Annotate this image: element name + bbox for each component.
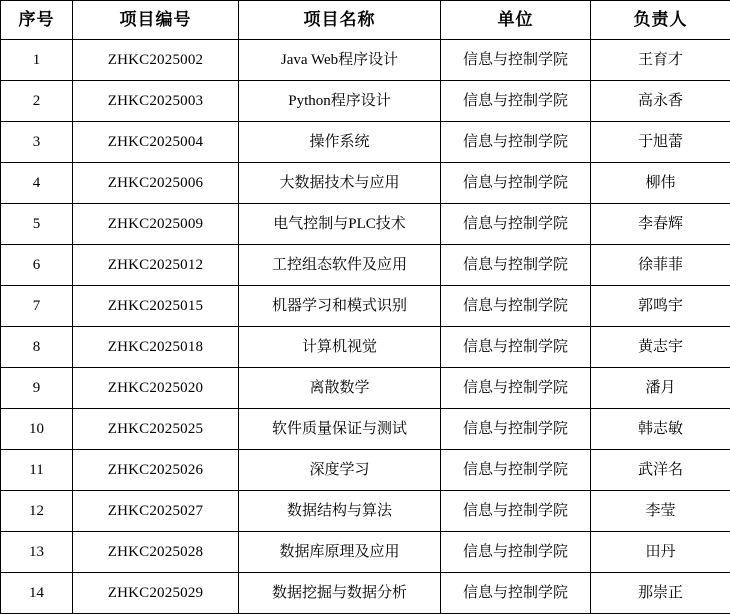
column-header-index: 序号 bbox=[1, 1, 73, 40]
cell-code: ZHKC2025026 bbox=[73, 450, 239, 491]
cell-name: 电气控制与PLC技术 bbox=[239, 204, 441, 245]
cell-code: ZHKC2025025 bbox=[73, 409, 239, 450]
cell-unit: 信息与控制学院 bbox=[441, 286, 591, 327]
cell-name: 数据挖掘与数据分析 bbox=[239, 573, 441, 614]
cell-index: 14 bbox=[1, 573, 73, 614]
cell-name: 机器学习和模式识别 bbox=[239, 286, 441, 327]
column-header-code: 项目编号 bbox=[73, 1, 239, 40]
cell-index: 4 bbox=[1, 163, 73, 204]
cell-unit: 信息与控制学院 bbox=[441, 163, 591, 204]
cell-unit: 信息与控制学院 bbox=[441, 40, 591, 81]
cell-unit: 信息与控制学院 bbox=[441, 532, 591, 573]
table-row bbox=[1, 409, 730, 450]
table-row bbox=[1, 368, 730, 409]
cell-name: 数据库原理及应用 bbox=[239, 532, 441, 573]
cell-name: Python程序设计 bbox=[239, 81, 441, 122]
cell-unit: 信息与控制学院 bbox=[441, 368, 591, 409]
cell-owner: 于旭蕾 bbox=[591, 122, 730, 163]
cell-unit: 信息与控制学院 bbox=[441, 573, 591, 614]
cell-unit: 信息与控制学院 bbox=[441, 409, 591, 450]
table-header-row bbox=[1, 1, 730, 40]
table-row bbox=[1, 204, 730, 245]
column-header-name: 项目名称 bbox=[239, 1, 441, 40]
cell-unit: 信息与控制学院 bbox=[441, 450, 591, 491]
column-header-unit: 单位 bbox=[441, 1, 591, 40]
cell-index: 12 bbox=[1, 491, 73, 532]
cell-index: 3 bbox=[1, 122, 73, 163]
cell-owner: 郭鸣宇 bbox=[591, 286, 730, 327]
table-row bbox=[1, 163, 730, 204]
table-row bbox=[1, 245, 730, 286]
cell-index: 6 bbox=[1, 245, 73, 286]
cell-unit: 信息与控制学院 bbox=[441, 245, 591, 286]
cell-owner: 李春辉 bbox=[591, 204, 730, 245]
table-row bbox=[1, 491, 730, 532]
cell-index: 7 bbox=[1, 286, 73, 327]
cell-code: ZHKC2025020 bbox=[73, 368, 239, 409]
cell-unit: 信息与控制学院 bbox=[441, 122, 591, 163]
cell-code: ZHKC2025027 bbox=[73, 491, 239, 532]
cell-index: 5 bbox=[1, 204, 73, 245]
cell-name: 数据结构与算法 bbox=[239, 491, 441, 532]
cell-name: Java Web程序设计 bbox=[239, 40, 441, 81]
cell-code: ZHKC2025015 bbox=[73, 286, 239, 327]
cell-owner: 韩志敏 bbox=[591, 409, 730, 450]
table-row bbox=[1, 450, 730, 491]
cell-code: ZHKC2025028 bbox=[73, 532, 239, 573]
cell-owner: 潘月 bbox=[591, 368, 730, 409]
cell-name: 工控组态软件及应用 bbox=[239, 245, 441, 286]
cell-owner: 黄志宇 bbox=[591, 327, 730, 368]
cell-unit: 信息与控制学院 bbox=[441, 81, 591, 122]
cell-name: 计算机视觉 bbox=[239, 327, 441, 368]
cell-code: ZHKC2025002 bbox=[73, 40, 239, 81]
cell-code: ZHKC2025018 bbox=[73, 327, 239, 368]
table-header bbox=[1, 1, 730, 40]
cell-owner: 高永香 bbox=[591, 81, 730, 122]
cell-owner: 那崇正 bbox=[591, 573, 730, 614]
cell-unit: 信息与控制学院 bbox=[441, 204, 591, 245]
cell-index: 8 bbox=[1, 327, 73, 368]
cell-code: ZHKC2025029 bbox=[73, 573, 239, 614]
cell-index: 10 bbox=[1, 409, 73, 450]
cell-name: 操作系统 bbox=[239, 122, 441, 163]
table-body bbox=[1, 40, 730, 614]
cell-unit: 信息与控制学院 bbox=[441, 327, 591, 368]
cell-unit: 信息与控制学院 bbox=[441, 491, 591, 532]
cell-owner: 李莹 bbox=[591, 491, 730, 532]
cell-name: 大数据技术与应用 bbox=[239, 163, 441, 204]
cell-name: 离散数学 bbox=[239, 368, 441, 409]
cell-owner: 田丹 bbox=[591, 532, 730, 573]
cell-index: 9 bbox=[1, 368, 73, 409]
column-header-owner: 负责人 bbox=[591, 1, 730, 40]
cell-owner: 柳伟 bbox=[591, 163, 730, 204]
cell-owner: 徐菲菲 bbox=[591, 245, 730, 286]
cell-code: ZHKC2025003 bbox=[73, 81, 239, 122]
cell-owner: 王育才 bbox=[591, 40, 730, 81]
table-row bbox=[1, 81, 730, 122]
cell-index: 2 bbox=[1, 81, 73, 122]
cell-name: 软件质量保证与测试 bbox=[239, 409, 441, 450]
cell-owner: 武洋名 bbox=[591, 450, 730, 491]
cell-code: ZHKC2025009 bbox=[73, 204, 239, 245]
table-row bbox=[1, 573, 730, 614]
cell-index: 13 bbox=[1, 532, 73, 573]
cell-index: 11 bbox=[1, 450, 73, 491]
cell-code: ZHKC2025006 bbox=[73, 163, 239, 204]
cell-index: 1 bbox=[1, 40, 73, 81]
table-row bbox=[1, 122, 730, 163]
table-row bbox=[1, 40, 730, 81]
table-row bbox=[1, 327, 730, 368]
cell-code: ZHKC2025012 bbox=[73, 245, 239, 286]
cell-name: 深度学习 bbox=[239, 450, 441, 491]
table-row bbox=[1, 532, 730, 573]
table-row bbox=[1, 286, 730, 327]
cell-code: ZHKC2025004 bbox=[73, 122, 239, 163]
